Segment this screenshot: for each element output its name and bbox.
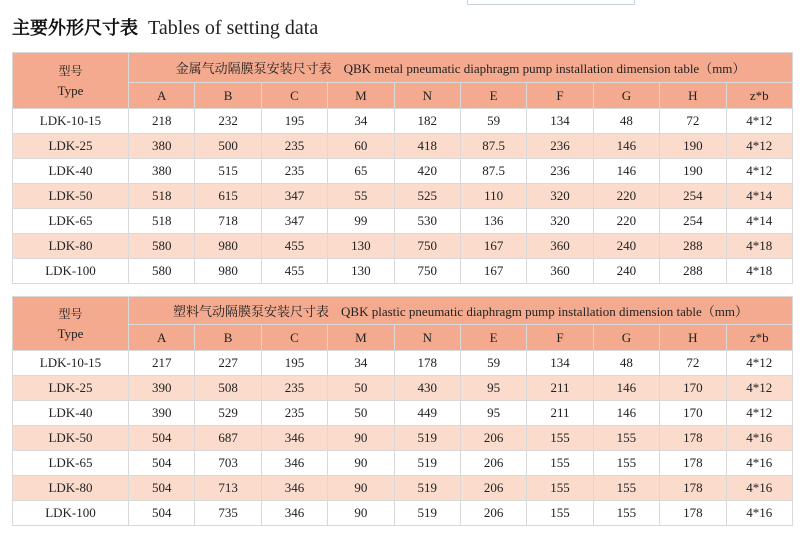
value-cell: 72	[660, 351, 726, 376]
value-cell: 347	[261, 209, 327, 234]
value-cell: 235	[261, 134, 327, 159]
value-cell: 4*18	[726, 234, 792, 259]
value-cell: 220	[593, 184, 659, 209]
value-cell: 155	[527, 451, 593, 476]
value-cell: 455	[261, 234, 327, 259]
value-cell: 288	[660, 234, 726, 259]
value-cell: 87.5	[460, 159, 526, 184]
value-cell: 146	[593, 401, 659, 426]
value-cell: 206	[460, 451, 526, 476]
metal-caption-cn: 金属气动隔膜泵安装尺寸表	[175, 62, 332, 77]
value-cell: 254	[660, 209, 726, 234]
model-cell: LDK-80	[13, 234, 129, 259]
value-cell: 347	[261, 184, 327, 209]
value-cell: 95	[460, 401, 526, 426]
value-cell: 4*16	[726, 451, 792, 476]
metal-caption-en: QBK metal pneumatic diaphragm pump installation dimension table（mm）	[343, 61, 746, 76]
value-cell: 167	[460, 259, 526, 284]
column-header: E	[460, 83, 526, 109]
value-cell: 90	[328, 451, 394, 476]
column-header: A	[129, 83, 195, 109]
page-title-cn: 主要外形尺寸表	[12, 18, 138, 39]
value-cell: 220	[593, 209, 659, 234]
value-cell: 254	[660, 184, 726, 209]
value-cell: 4*16	[726, 426, 792, 451]
table-row	[13, 451, 793, 476]
value-cell: 211	[527, 401, 593, 426]
value-cell: 430	[394, 376, 460, 401]
table-row	[13, 259, 793, 284]
column-header: G	[593, 325, 659, 351]
value-cell: 178	[394, 351, 460, 376]
value-cell: 455	[261, 259, 327, 284]
value-cell: 4*18	[726, 259, 792, 284]
value-cell: 750	[394, 234, 460, 259]
value-cell: 4*14	[726, 184, 792, 209]
value-cell: 178	[660, 501, 726, 526]
value-cell: 360	[527, 234, 593, 259]
value-cell: 530	[394, 209, 460, 234]
column-header: C	[261, 325, 327, 351]
value-cell: 518	[129, 209, 195, 234]
value-cell: 95	[460, 376, 526, 401]
value-cell: 211	[527, 376, 593, 401]
value-cell: 178	[660, 476, 726, 501]
table-row	[13, 159, 793, 184]
value-cell: 178	[660, 451, 726, 476]
type-header	[13, 53, 129, 109]
value-cell: 182	[394, 109, 460, 134]
value-cell: 615	[195, 184, 261, 209]
value-cell: 504	[129, 451, 195, 476]
value-cell: 206	[460, 476, 526, 501]
type-header-en: Type	[57, 325, 84, 341]
value-cell: 504	[129, 476, 195, 501]
plastic-table-body	[13, 351, 793, 526]
value-cell: 390	[129, 401, 195, 426]
value-cell: 713	[195, 476, 261, 501]
value-cell: 217	[129, 351, 195, 376]
plastic-caption-en: QBK plastic pneumatic diaphragm pump installation dimension table（mm）	[341, 304, 748, 319]
value-cell: 232	[195, 109, 261, 134]
value-cell: 980	[195, 259, 261, 284]
value-cell: 4*16	[726, 476, 792, 501]
value-cell: 87.5	[460, 134, 526, 159]
model-cell: LDK-100	[13, 501, 129, 526]
value-cell: 580	[129, 259, 195, 284]
value-cell: 519	[394, 476, 460, 501]
value-cell: 515	[195, 159, 261, 184]
value-cell: 449	[394, 401, 460, 426]
value-cell: 136	[460, 209, 526, 234]
model-cell: LDK-100	[13, 259, 129, 284]
value-cell: 55	[328, 184, 394, 209]
table-row	[13, 401, 793, 426]
value-cell: 380	[129, 159, 195, 184]
value-cell: 90	[328, 501, 394, 526]
page-title-en: Tables of setting data	[148, 17, 319, 39]
table-row	[13, 134, 793, 159]
plastic-caption-cn: 塑料气动隔膜泵安装尺寸表	[173, 305, 330, 320]
column-header: E	[460, 325, 526, 351]
column-header: z*b	[726, 325, 792, 351]
value-cell: 735	[195, 501, 261, 526]
type-header	[13, 297, 129, 351]
value-cell: 4*12	[726, 351, 792, 376]
value-cell: 110	[460, 184, 526, 209]
metal-dimension-table	[12, 52, 793, 284]
value-cell: 195	[261, 109, 327, 134]
column-header: N	[394, 325, 460, 351]
table-row	[13, 426, 793, 451]
value-cell: 4*12	[726, 109, 792, 134]
column-header: M	[328, 325, 394, 351]
value-cell: 529	[195, 401, 261, 426]
value-cell: 240	[593, 259, 659, 284]
value-cell: 504	[129, 426, 195, 451]
value-cell: 155	[593, 476, 659, 501]
plastic-table-caption	[129, 297, 793, 325]
value-cell: 130	[328, 234, 394, 259]
value-cell: 380	[129, 134, 195, 159]
column-header: H	[660, 83, 726, 109]
value-cell: 59	[460, 109, 526, 134]
table-row	[13, 234, 793, 259]
value-cell: 65	[328, 159, 394, 184]
value-cell: 146	[593, 134, 659, 159]
value-cell: 134	[527, 351, 593, 376]
column-header: F	[527, 325, 593, 351]
value-cell: 134	[527, 109, 593, 134]
value-cell: 50	[328, 401, 394, 426]
value-cell: 4*16	[726, 501, 792, 526]
model-cell: LDK-40	[13, 159, 129, 184]
value-cell: 320	[527, 209, 593, 234]
value-cell: 190	[660, 134, 726, 159]
value-cell: 60	[328, 134, 394, 159]
table-row	[13, 501, 793, 526]
column-header: N	[394, 83, 460, 109]
column-header: G	[593, 83, 659, 109]
value-cell: 580	[129, 234, 195, 259]
column-header: H	[660, 325, 726, 351]
value-cell: 320	[527, 184, 593, 209]
value-cell: 235	[261, 401, 327, 426]
value-cell: 718	[195, 209, 261, 234]
metal-table-body	[13, 109, 793, 284]
value-cell: 90	[328, 476, 394, 501]
column-header: B	[195, 325, 261, 351]
type-header-cn: 型号	[58, 306, 83, 321]
value-cell: 390	[129, 376, 195, 401]
value-cell: 519	[394, 501, 460, 526]
model-cell: LDK-50	[13, 426, 129, 451]
value-cell: 420	[394, 159, 460, 184]
table-row	[13, 351, 793, 376]
table-row	[13, 376, 793, 401]
plastic-column-header-row	[13, 325, 793, 351]
metal-column-header-row	[13, 83, 793, 109]
value-cell: 48	[593, 109, 659, 134]
model-cell: LDK-65	[13, 451, 129, 476]
type-header-en: Type	[57, 82, 84, 98]
value-cell: 518	[129, 184, 195, 209]
value-cell: 504	[129, 501, 195, 526]
value-cell: 500	[195, 134, 261, 159]
value-cell: 227	[195, 351, 261, 376]
value-cell: 4*12	[726, 134, 792, 159]
value-cell: 59	[460, 351, 526, 376]
value-cell: 240	[593, 234, 659, 259]
value-cell: 346	[261, 451, 327, 476]
value-cell: 4*12	[726, 401, 792, 426]
value-cell: 236	[527, 134, 593, 159]
value-cell: 360	[527, 259, 593, 284]
model-cell: LDK-40	[13, 401, 129, 426]
value-cell: 90	[328, 426, 394, 451]
table-row	[13, 184, 793, 209]
value-cell: 218	[129, 109, 195, 134]
value-cell: 288	[660, 259, 726, 284]
model-cell: LDK-25	[13, 376, 129, 401]
value-cell: 99	[328, 209, 394, 234]
value-cell: 155	[527, 501, 593, 526]
page-title	[12, 14, 318, 44]
column-header: A	[129, 325, 195, 351]
table-row	[13, 109, 793, 134]
value-cell: 72	[660, 109, 726, 134]
value-cell: 236	[527, 159, 593, 184]
column-header: F	[527, 83, 593, 109]
value-cell: 178	[660, 426, 726, 451]
model-cell: LDK-25	[13, 134, 129, 159]
value-cell: 418	[394, 134, 460, 159]
value-cell: 206	[460, 426, 526, 451]
value-cell: 346	[261, 426, 327, 451]
value-cell: 519	[394, 426, 460, 451]
metal-table-caption	[129, 53, 793, 83]
column-header: C	[261, 83, 327, 109]
column-header: B	[195, 83, 261, 109]
value-cell: 167	[460, 234, 526, 259]
column-header: z*b	[726, 83, 792, 109]
value-cell: 155	[593, 501, 659, 526]
value-cell: 155	[593, 451, 659, 476]
value-cell: 4*12	[726, 159, 792, 184]
value-cell: 4*12	[726, 376, 792, 401]
top-frame	[467, 0, 635, 5]
value-cell: 146	[593, 159, 659, 184]
value-cell: 687	[195, 426, 261, 451]
value-cell: 4*14	[726, 209, 792, 234]
value-cell: 146	[593, 376, 659, 401]
value-cell: 346	[261, 476, 327, 501]
plastic-dimension-table	[12, 296, 793, 526]
table-row	[13, 476, 793, 501]
value-cell: 235	[261, 159, 327, 184]
model-cell: LDK-10-15	[13, 351, 129, 376]
value-cell: 195	[261, 351, 327, 376]
value-cell: 34	[328, 109, 394, 134]
value-cell: 155	[527, 476, 593, 501]
column-header: M	[328, 83, 394, 109]
value-cell: 525	[394, 184, 460, 209]
value-cell: 235	[261, 376, 327, 401]
model-cell: LDK-10-15	[13, 109, 129, 134]
model-cell: LDK-80	[13, 476, 129, 501]
value-cell: 130	[328, 259, 394, 284]
value-cell: 170	[660, 376, 726, 401]
value-cell: 190	[660, 159, 726, 184]
value-cell: 346	[261, 501, 327, 526]
type-header-cn: 型号	[58, 63, 83, 78]
value-cell: 980	[195, 234, 261, 259]
value-cell: 170	[660, 401, 726, 426]
model-cell: LDK-50	[13, 184, 129, 209]
model-cell: LDK-65	[13, 209, 129, 234]
value-cell: 155	[527, 426, 593, 451]
value-cell: 750	[394, 259, 460, 284]
value-cell: 508	[195, 376, 261, 401]
value-cell: 34	[328, 351, 394, 376]
value-cell: 155	[593, 426, 659, 451]
value-cell: 50	[328, 376, 394, 401]
table-row	[13, 209, 793, 234]
value-cell: 206	[460, 501, 526, 526]
value-cell: 48	[593, 351, 659, 376]
value-cell: 519	[394, 451, 460, 476]
value-cell: 703	[195, 451, 261, 476]
